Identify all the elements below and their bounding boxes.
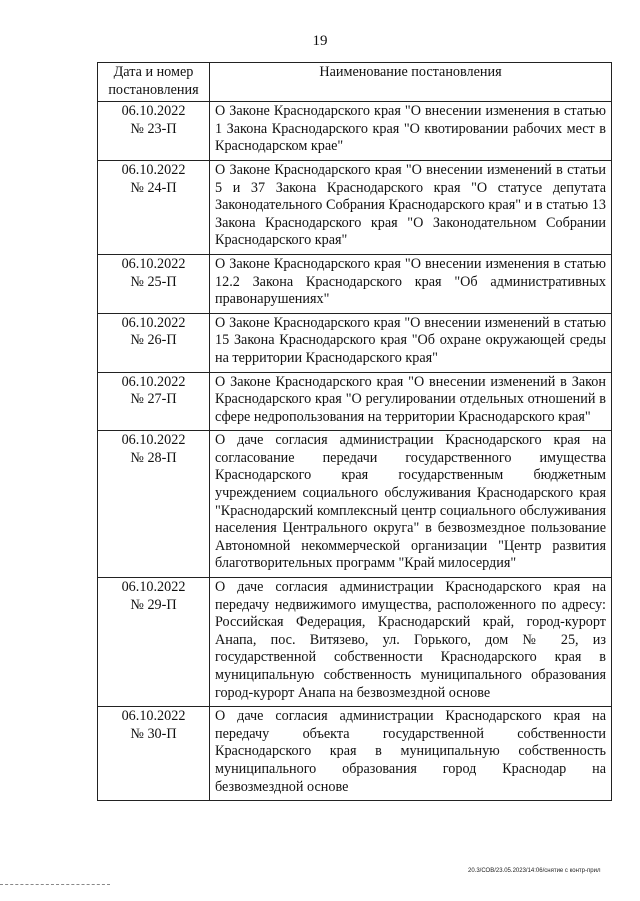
decree-date: 06.10.2022: [121, 708, 186, 725]
decree-date: 06.10.2022: [121, 161, 186, 178]
decree-title: О Законе Краснодарского края "О внесении изменения в статью 1 Закона Краснодарского края "О квотировании рабочих мест в Краснодарском крае": [210, 102, 612, 161]
decree-number: № 26-П: [130, 332, 177, 349]
decree-date: 06.10.2022: [121, 579, 186, 596]
decree-date-number: [98, 313, 210, 372]
decree-date: 06.10.2022: [121, 314, 186, 331]
decree-date-number: [98, 578, 210, 707]
decree-date: 06.10.2022: [121, 103, 186, 120]
page-number: 19: [312, 33, 328, 49]
decree-date-number: [98, 431, 210, 578]
table-row: [98, 578, 612, 707]
decree-title: О даче согласия администрации Краснодарского края на передачу объекта государственной собственности Краснодарского края в муниципальную собственность муниципального образования город Краснодар на безвозмездной основе: [210, 707, 612, 801]
table-header-row: [98, 63, 612, 102]
header-name: Наименование постановления: [210, 63, 612, 102]
decree-number: № 29-П: [130, 596, 177, 613]
table-row: [98, 254, 612, 313]
table-row: [98, 431, 612, 578]
decree-date: 06.10.2022: [121, 255, 186, 272]
footer-stamp: 20.3/СОВ/23.05.2023/14:06/снятие с контр-прил: [468, 868, 601, 874]
decree-date: 06.10.2022: [121, 432, 186, 449]
table-row: [98, 707, 612, 801]
decree-date: 06.10.2022: [121, 373, 186, 390]
decree-number: № 27-П: [130, 391, 177, 408]
header-date-number: Дата и номер постановления: [98, 63, 210, 102]
decree-number: № 24-П: [130, 179, 177, 196]
decree-title: О даче согласия администрации Краснодарского края на передачу недвижимого имущества, расположенного по адресу: Российская Федерация, Краснодарский край, город-курорт Анапа, пос. Витязево, ул. Горького, дом № 25, из государственной собственности Краснодарского края в муниципальную собственность муниципального образования город-курорт Анапа на безвозмездной основе: [210, 578, 612, 707]
decree-number: № 23-П: [130, 120, 177, 137]
table-row: [98, 160, 612, 254]
decree-title: О даче согласия администрации Краснодарского края на согласование передачи государственного имущества Краснодарского края государственным бюджетным учреждением социального обслуживания Краснодарского края "Краснодарский комплексный центр социального обслуживания населения Центрального округа" в безвозмездное пользование Автономной некоммерческой организации "Центр развития благотворительных программ "Край милосердия": [210, 431, 612, 578]
table-row: [98, 313, 612, 372]
decree-number: № 25-П: [130, 273, 177, 290]
scan-divider: [0, 884, 110, 885]
decree-date-number: [98, 160, 210, 254]
decree-title: О Законе Краснодарского края "О внесении изменений в статьи 5 и 37 Закона Краснодарского края "О статусе депутата Законодательного Собрания Краснодарского края" и в статью 13 Закона Краснодарского края "О Законодательном Собрании Краснодарского края": [210, 160, 612, 254]
decree-title: О Законе Краснодарского края "О внесении изменений в Закон Краснодарского края "О регулировании отдельных отношений в сфере недропользования на территории Краснодарского края": [210, 372, 612, 431]
table-body: [98, 102, 612, 801]
decree-title: О Законе Краснодарского края "О внесении изменений в статью 15 Закона Краснодарского края "Об охране окружающей среды на территории Краснодарского края": [210, 313, 612, 372]
decrees-table: [97, 62, 612, 801]
decree-number: № 28-П: [130, 449, 177, 466]
decree-number: № 30-П: [130, 725, 177, 742]
table-row: [98, 372, 612, 431]
decree-date-number: [98, 707, 210, 801]
decree-date-number: [98, 102, 210, 161]
decree-date-number: [98, 372, 210, 431]
table-row: [98, 102, 612, 161]
decree-date-number: [98, 254, 210, 313]
decree-title: О Законе Краснодарского края "О внесении изменения в статью 12.2 Закона Краснодарского края "Об административных правонарушениях": [210, 254, 612, 313]
